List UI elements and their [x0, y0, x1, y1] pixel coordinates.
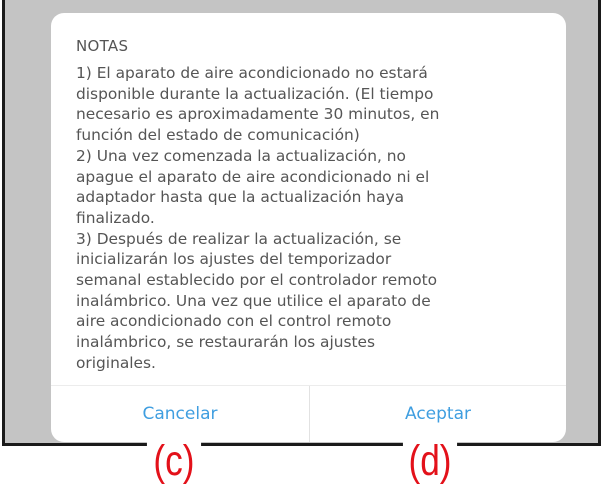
notes-line: apague el aparato de aire acondicionado ni el — [76, 167, 430, 186]
callout-label-d: (d) — [403, 432, 457, 490]
cancel-button[interactable]: Cancelar — [51, 386, 309, 442]
notes-line: inalámbrico, se restaurarán los ajustes — [76, 333, 376, 352]
notes-line: 1) El aparato de aire acondicionado no estará — [76, 64, 428, 82]
dialog-title: NOTAS — [76, 37, 129, 55]
notes-line: necesario es aproximadamente 30 minutos, en — [76, 105, 440, 124]
notes-line: originales. — [76, 353, 156, 372]
notes-body — [76, 63, 546, 374]
notes-line: aire acondicionado con el control remoto — [76, 312, 392, 331]
notes-line: función del estado de comunicación) — [76, 126, 360, 145]
notes-line: finalizado. — [76, 208, 155, 227]
notes-line: 3) Después de realizar la actualización, se — [76, 229, 402, 248]
notes-line: inicializarán los ajustes del temporizador — [76, 250, 392, 269]
accept-button[interactable]: Aceptar — [310, 386, 566, 442]
notes-dialog — [51, 13, 566, 442]
screen-frame — [2, 0, 601, 446]
notes-line: semanal establecido por el controlador remoto — [76, 271, 438, 290]
notes-line: inalámbrico. Una vez que utilice el aparato de — [76, 291, 431, 310]
notes-line: adaptador hasta que la actualización haya — [76, 188, 405, 207]
notes-line: disponible durante la actualización. (El tiempo — [76, 84, 434, 103]
notes-line: 2) Una vez comenzada la actualización, no — [76, 146, 406, 165]
callout-label-c: (c) — [147, 432, 201, 490]
